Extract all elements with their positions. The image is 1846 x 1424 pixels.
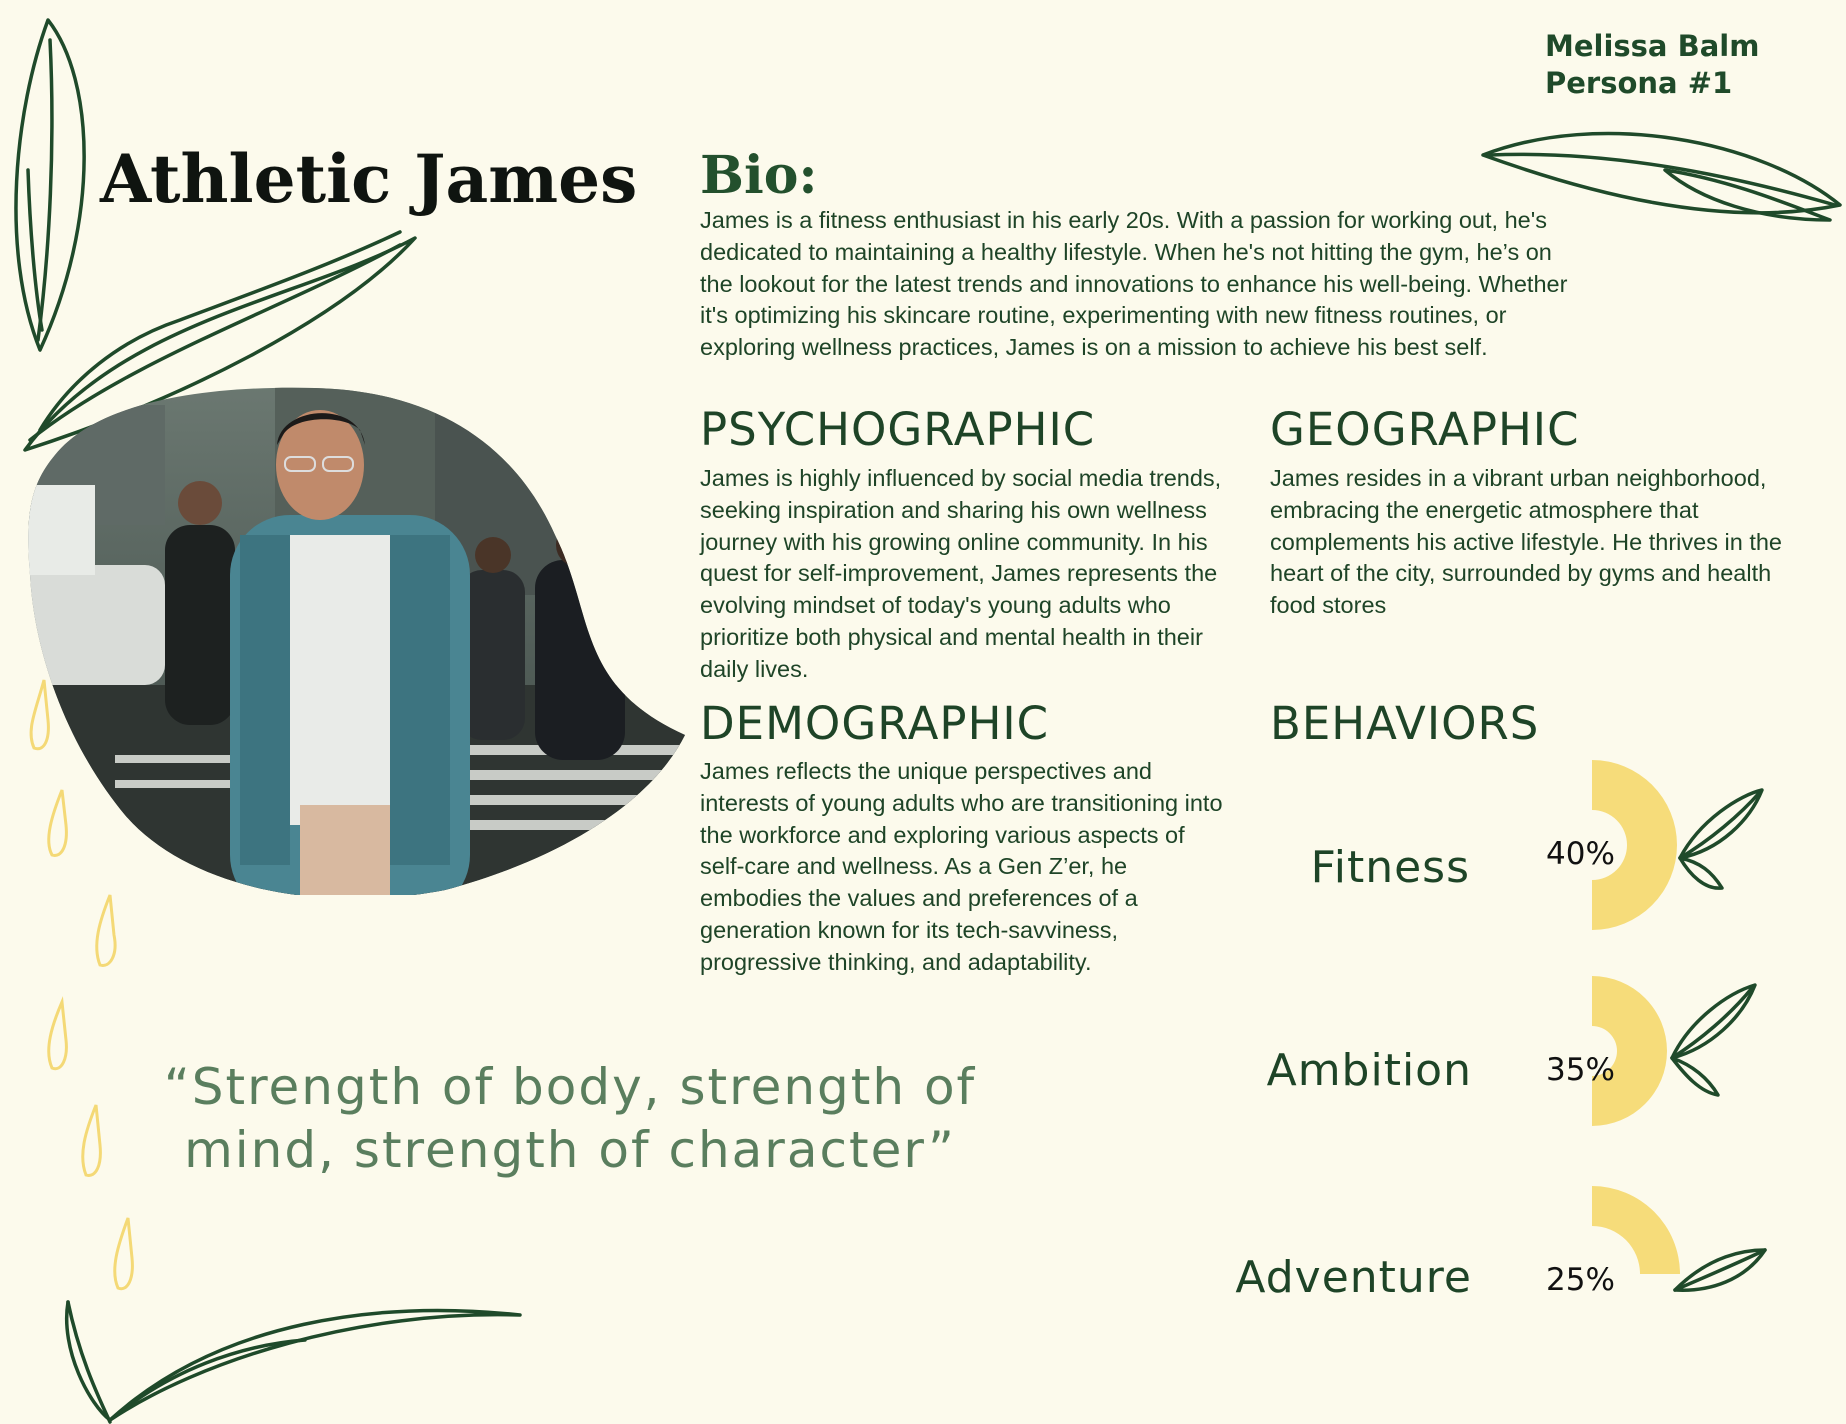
psychographic-text: James is highly influenced by social media trends, seeking inspiration and sharing his own wellness journey with his growing online community. In his quest for self-improvement, James represents the evolving mindset of today's young adults who prioritize both physical and mental health in their daily lives.	[700, 465, 1222, 682]
leaf-icon	[1483, 134, 1840, 213]
persona-number: Persona #1	[1545, 66, 1733, 100]
author-name: Melissa Balm	[1545, 29, 1760, 63]
behavior-percent-ambition: 35%	[1546, 1052, 1615, 1088]
bio-heading: Bio:	[700, 145, 818, 206]
geographic-heading: GEOGRAPHIC	[1270, 403, 1580, 456]
psychographic-heading: PSYCHOGRAPHIC	[700, 403, 1096, 456]
drop-icon	[115, 1218, 133, 1289]
ambition-arc	[1592, 976, 1667, 1126]
persona-quote: “Strength of body, strength of mind, strength of character”	[163, 1058, 977, 1179]
behavior-percent-adventure: 25%	[1546, 1262, 1615, 1298]
geographic-text: James resides in a vibrant urban neighborhood, embracing the energetic atmosphere that complements his active lifestyle. He thrives in the heart of the city, surrounded by gyms and health food stores	[1270, 465, 1782, 619]
leaf-icon	[1672, 985, 1755, 1058]
behavior-label-ambition: Ambition	[1266, 1045, 1472, 1096]
page-title: Athletic James	[100, 140, 638, 218]
behavior-label-adventure: Adventure	[1235, 1252, 1472, 1303]
demographic-heading: DEMOGRAPHIC	[700, 697, 1050, 750]
demographic-text: James reflects the unique perspectives and interests of young adults who are transitioning into the workforce and exploring various aspects of self-care and wellness. As a Gen Z’er, he embodies the values and preferences of a generation known for its tech-savviness, progressive thinking, and adaptability.	[700, 758, 1223, 975]
bio-text: James is a fitness enthusiast in his early 20s. With a passion for working out, he's dedicated to maintaining a healthy lifestyle. When he's not hitting the gym, he’s on the lookout for the latest trends and innovations to enhance his well-being. Whether it's optimizing his skincare routine, experimenting with new fitness routines, or exploring wellness practices, James is on a mission to achieve his best self.	[700, 207, 1568, 361]
drop-icon	[49, 1002, 67, 1069]
behavior-percent-fitness: 40%	[1546, 836, 1615, 872]
leaf-icon	[1680, 790, 1762, 858]
behavior-label-fitness: Fitness	[1310, 842, 1470, 893]
behaviors-heading: BEHAVIORS	[1270, 697, 1540, 750]
author-block	[1545, 28, 1759, 102]
drop-icon	[83, 1105, 101, 1175]
adventure-arc	[1592, 1186, 1680, 1274]
person-photo	[15, 385, 695, 895]
drop-icon	[97, 895, 115, 965]
